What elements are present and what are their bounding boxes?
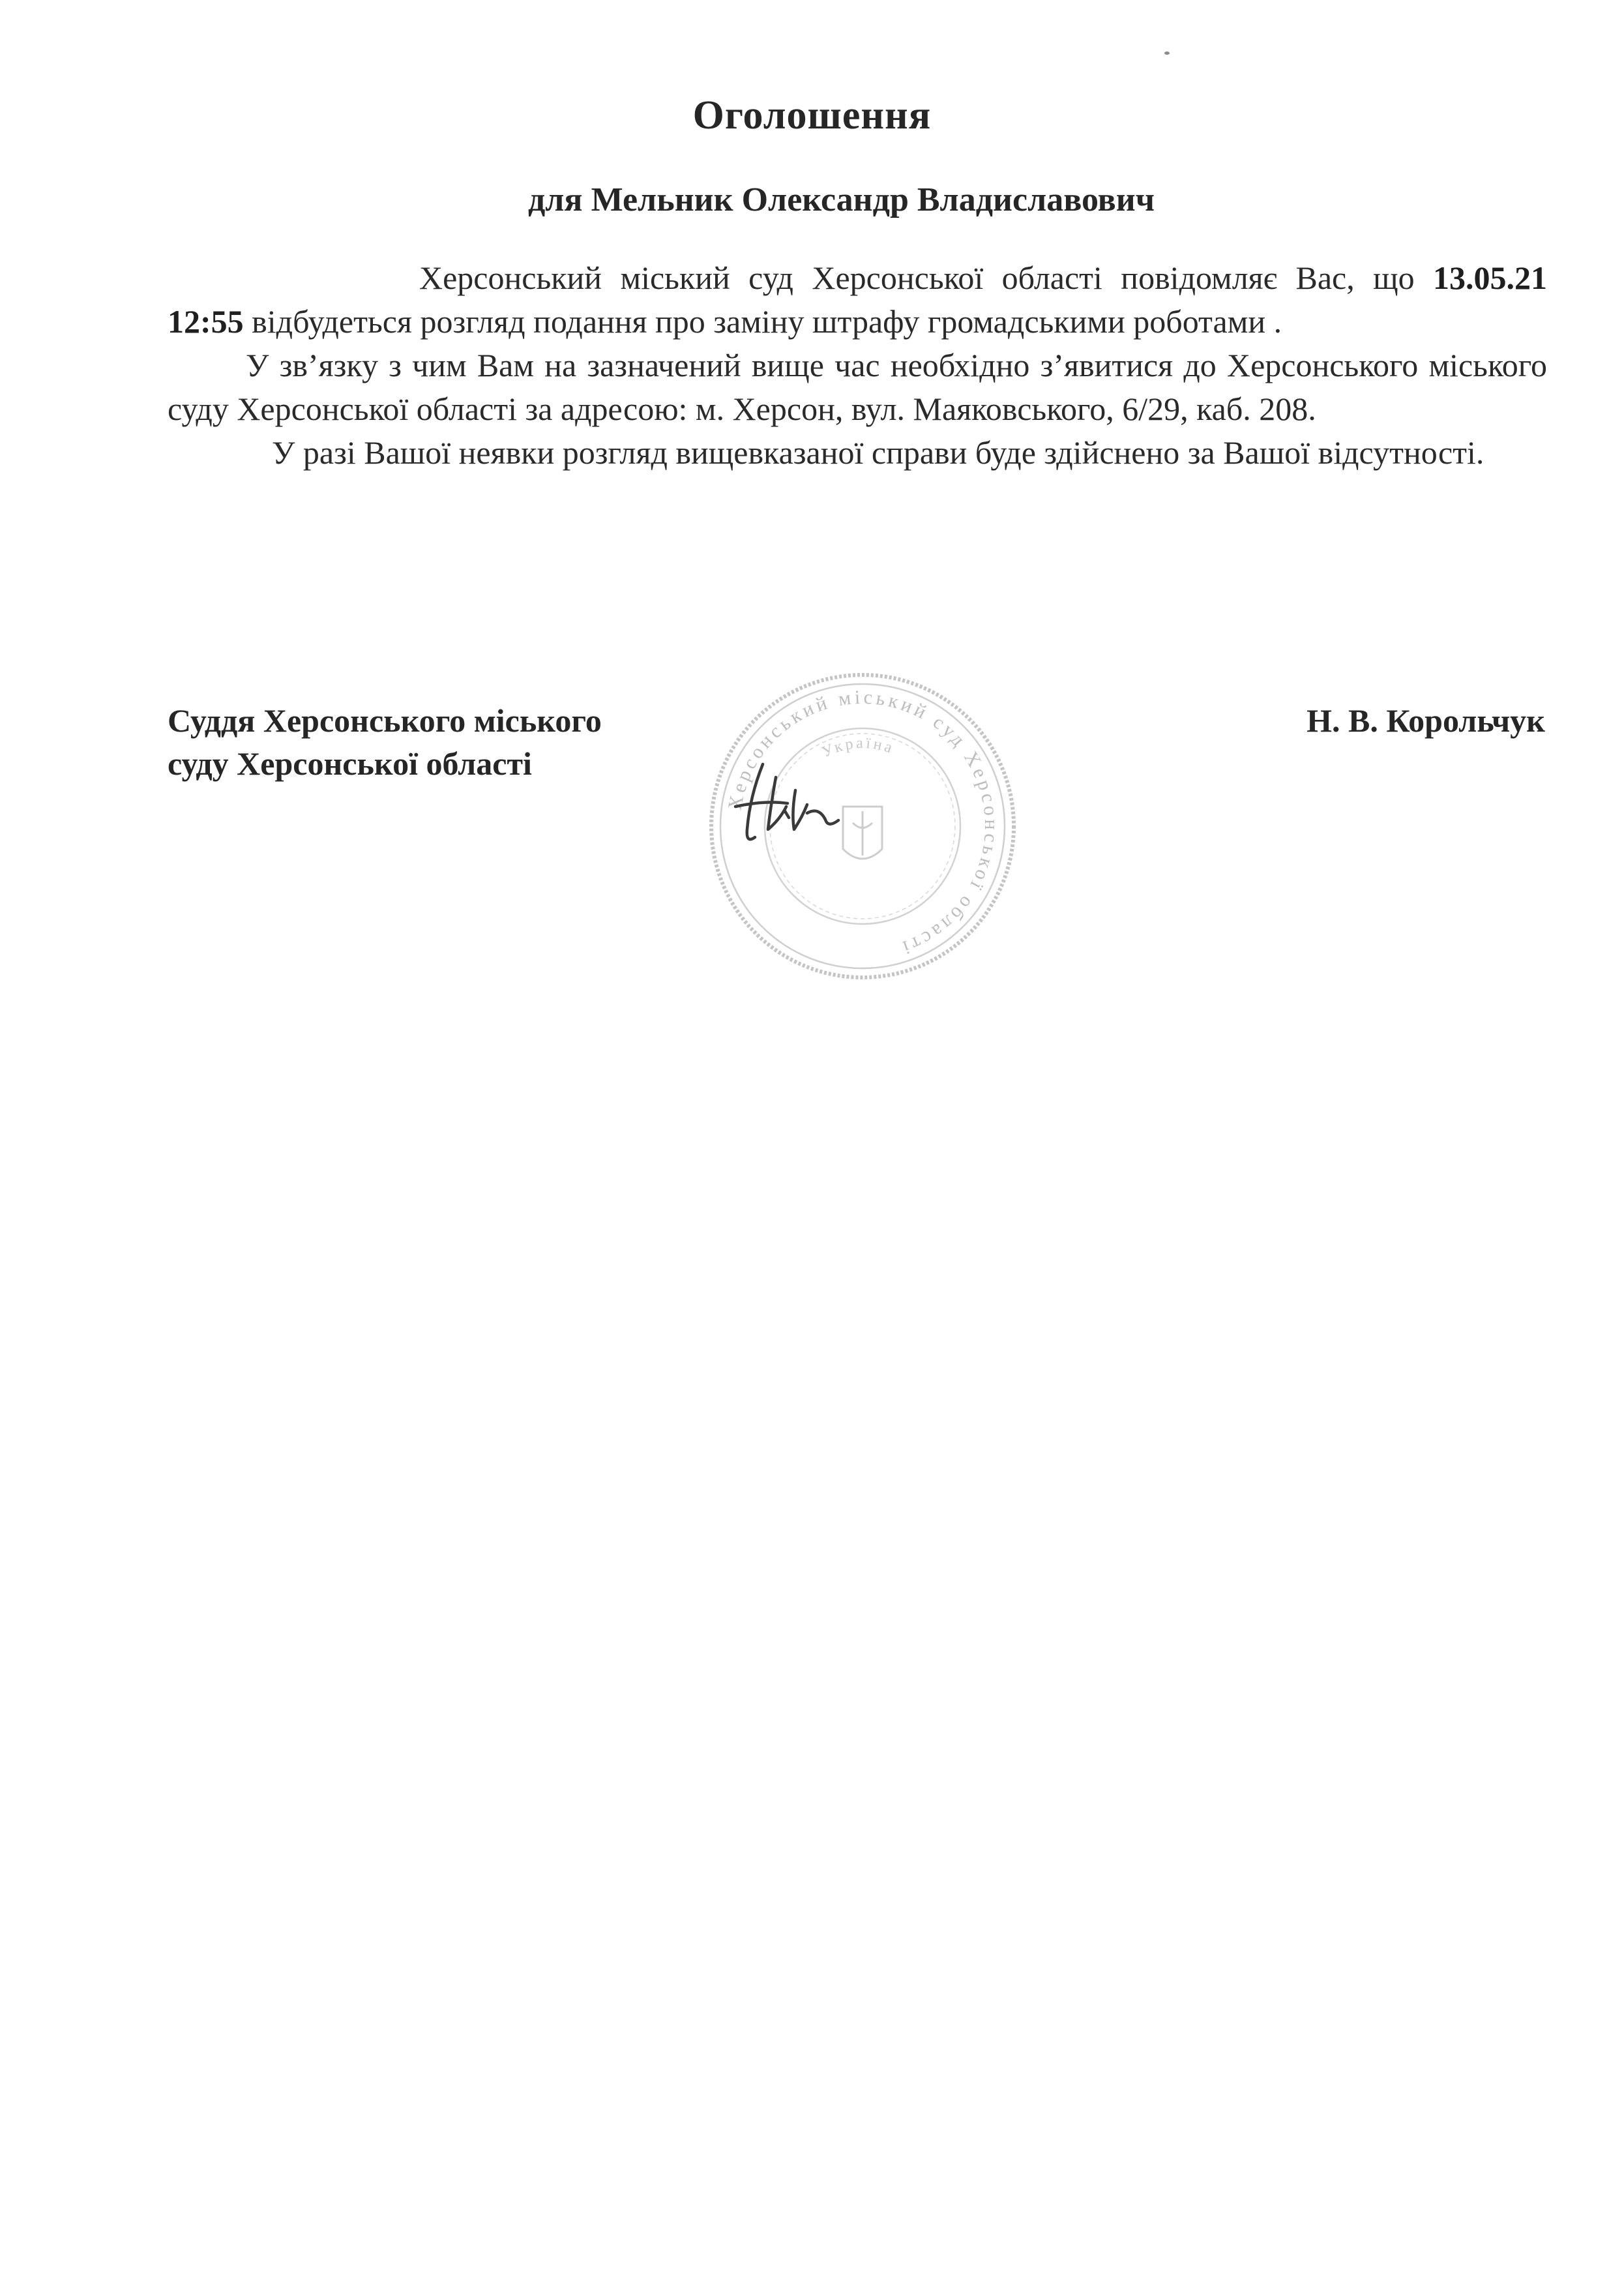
scan-speck	[1164, 52, 1170, 55]
paragraph-1-rest: відбудеться розгляд подання про заміну штрафу громадськими роботами .	[243, 303, 1282, 340]
addressee-line: для Мельник Олександр Владиславович	[527, 181, 1155, 218]
document-title: Оголошення	[692, 93, 932, 138]
paragraph-absence-warning: У разі Вашої неявки розгляд вищевказаної справи буде здійснено за Вашої відсутності.	[272, 434, 1484, 471]
judge-position-line-1: Суддя Херсонського міського	[168, 702, 602, 739]
seal-outer-text: Херсонський міський суд Херсонської області	[724, 686, 1003, 960]
paragraph-appearance-address: У зв’язку з чим Вам на зазначений вище час необхідно з’явитися до Херсонського міського суду Херсонської області за адресою: м. Херсон, вул. Маяковського, 6/29, каб. 208.	[168, 347, 1547, 427]
notice-body	[168, 256, 1547, 475]
seal-emblem	[843, 807, 882, 859]
court-seal	[703, 666, 1022, 986]
seal-inner-text: Україна	[819, 734, 897, 761]
judge-position	[168, 699, 602, 785]
judge-name: Н. В. Корольчук	[1307, 702, 1545, 739]
judge-position-line-2: суду Херсонської області	[168, 745, 532, 782]
hearing-date-time: 13.05.21 12:55	[168, 260, 1547, 340]
paragraph-hearing-notice	[168, 256, 1547, 344]
paragraph-1-intro: Херсонський міський суд Херсонської області повідомляє Вас, що	[419, 260, 1433, 296]
